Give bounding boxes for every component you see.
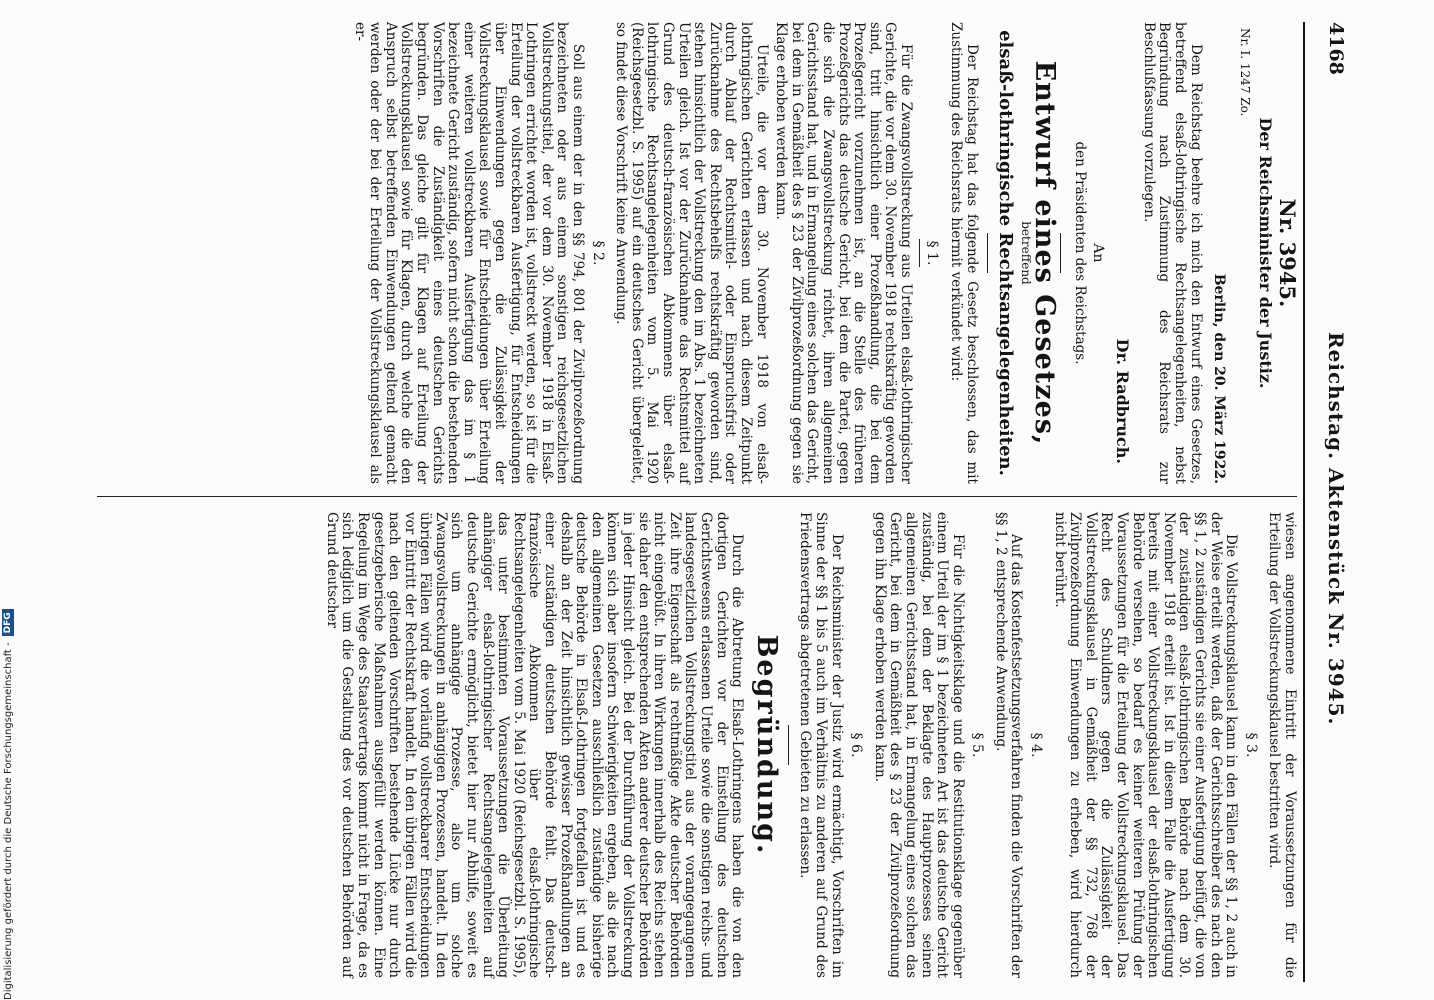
page-header — [1311, 22, 1348, 982]
minister-heading: Der Reichsminister der Justiz. — [1256, 117, 1276, 389]
column-separator — [97, 496, 1297, 497]
section-rule — [919, 239, 920, 267]
document-number: Nr. 3945. — [1275, 198, 1300, 308]
separator-rule — [788, 725, 789, 765]
section-heading: § 6. — [848, 732, 865, 758]
signature: Dr. Radbruch. — [1113, 338, 1133, 464]
justification-paragraph: Durch die Abtretung Elsaß-Lothringens haben die von den dortigen Gerichten vor der Einstellung des deutschen Gerichtswesens erlassenen Urteile sowie die sonstigen reichs- und landesgesetzlichen Vollstreckungstitel aus der vorangegangenen Zeit ihre Eigenschaft als rechtmäßige Akte deutscher Behörden nicht eingebüßt. In ihren Wirkungen innerhalb des Reichs stehen sie daher den entsprechenden Akten anderer deutscher Behörden in jeder Hinsicht gleich. Bei der Durchführung der Vollstreckung können sich aber insofern Schwierigkeiten ergeben, als die nach den allgemeinen Gesetzen ausschließlich zuständige bisherige deutsche Behörde in Elsaß-Lothringen fortgefallen ist und es deshalb an der Zeit hinsichtlich gewisser Prozeßhandlungen an einer zuständigen deutschen Behörde fehlt. Das deutsch-französische Abkommen über elsaß-lothringische Rechtsangelegenheiten vom 5. Mai 1920 (Reichsgesetzbl. S. 1995), das unter bestimmten Voraussetzungen die Überleitung anhängiger elsaß-lothringischer Rechtsangelegenheiten auf deutsche Gerichte ermöglicht, bietet hier nur Abhilfe, soweit es sich um anhängige Prozesse, also um solche Zwangsvollstreckungen in anhängigen Prozessen, handelt. In den übrigen Fällen wird die vorläufig vollstreckbarer Entscheidungen vor Eintritt der Rechtskraft handelt. In den übrigen Fällen wird die nach den geltenden Vorschriften bestehende Lücke nur durch gesetzgeberische Maßnahmen ausgefüllt werden können. Eine Regelung im Wege des Staatsvertrags kommt nicht in Frage, da es sich lediglich um die Gestaltung des vor deutschen Behörden auf Grund deutscher — [323, 512, 746, 978]
section-paragraph: Der Reichsminister der Justiz wird ermächtigt, Vorschriften im Sinne der §§ 1 bis 5 auch im Verhältnis zu anderen auf Grund des Friedensvertrags abgetretenen Gebieten zu erlassen. — [797, 512, 845, 978]
reference-number: Nr. I. 1247 Zo. — [1237, 28, 1252, 117]
continued-paragraph: wiesen angenommene Eintritt der Voraussetzungen für die Erteilung der Vollstreckungsklausel bestritten wird. — [1266, 512, 1298, 978]
section-heading: § 1. — [924, 240, 941, 266]
date-line: Berlin, den 20. März 1922. — [1211, 273, 1228, 484]
justification-title: Begründung. — [750, 634, 782, 856]
credit-text: Digitalisierung gefördert durch die Deutsche Forschungsgemeinschaft - — [2, 642, 14, 1000]
column-left — [97, 22, 1300, 484]
section-heading: § 4. — [1028, 732, 1045, 758]
section-heading: § 3. — [1242, 732, 1259, 758]
rotated-page-content — [85, 22, 1348, 982]
address-an: An — [1089, 243, 1106, 263]
draft-subtitle: elsaß-lothringische Rechtsangelegenheiten. — [995, 30, 1017, 476]
section-paragraph: Für die Nichtigkeitsklage und die Restitutionsklage gegenüber einem Urteil der im § 1 bezeichneten Art ist das deutsche Gericht zuständig, bei dem der Beklagte des Hauptprozesses seinen allgemeinen Gerichtsstand hat, in Ermangelung eines solchen das Gericht, bei dem in Gemäßheit des § 23 der Zivilprozeßordnung gegen ihn Klage erhoben werden kann. — [871, 512, 966, 978]
section-paragraph: Soll aus einem der in den §§ 794, 801 der Zivilprozeßordnung bezeichneten oder aus einem sonstigen reichsgesetzlichen Vollstreckungstitel, der vor dem 30. November 1918 in Elsaß-Lothringen errichtet worden ist, vollstreckt werden, so ist für die Erteilung der vollstreckbaren Ausfertigung, für Entscheidungen über Einwendungen gegen die Zulässigkeit der Vollstreckungsklausel sowie für Entscheidungen über Erteilung einer weiteren vollstreckbaren Ausfertigung das im § 1 bezeichnete Gericht zuständig, sofern nicht schon die bestehenden Vorschriften die Zuständigkeit eines deutschen Gerichts begründen. Das gleiche gilt für Klagen auf Erteilung der Vollstreckungsklausel sowie für Klagen, durch welche die den Anspruch selbst betreffenden Einwendungen geltend gemacht werden oder der bei der Erteilung der Vollstreckungsklausel als er- — [351, 22, 587, 484]
page-number: 4168 — [1325, 22, 1347, 75]
separator-rule — [987, 233, 988, 273]
draft-title-small: betreffend — [1018, 221, 1033, 285]
section-paragraph: Die Vollstreckungsklausel kann in den Fällen der §§ 1, 2 auch in der Weise erteilt werden, daß der Gerichtsschreiber des nach den §§ 1, 2 zuständigen Gerichts sie einer Ausfertigung beifügt, die von der zuständigen elsaß-lothringischen Behörde nach dem 30. November 1918 erteilt ist. Ist in diesem Falle die Ausfertigung bereits mit einer Vollstreckungsklausel der elsaß-lothringischen Behörde versehen, so bedarf es keiner weiteren Prüfung der Voraussetzungen für die Erteilung der Vollstreckungsklausel. Das Recht des Schuldners gegen die Zulässigkeit der Vollstreckungsklausel in Gemäßheit der §§ 732, 768 der Zivilprozeßordnung Einwendungen zu erheben, wird hierdurch nicht berührt. — [1051, 512, 1240, 978]
section-heading: § 2. — [589, 240, 606, 266]
preamble: Der Reichstag hat das folgende Gesetz beschlossen, das mit Zustimmung des Reichsrats hiermit verkündet wird: — [948, 22, 980, 484]
column-right — [97, 512, 1297, 978]
intro-paragraph: Dem Reichstag beehre ich mich den Entwurf eines Gesetzes, betreffend elsaß-lothringische Rechtsangelegenheiten, nebst Begründung nach Zustimmung des Reichsrats zur Beschlußfassung vorzulegen. — [1140, 22, 1204, 484]
running-title: Reichstag. Aktenstück Nr. 3945. — [1324, 332, 1348, 726]
draft-title: Entwurf eines Gesetzes, — [1029, 60, 1061, 446]
digitization-credit — [0, 0, 16, 1000]
section-paragraph: Auf das Kostenfestsetzungsverfahren finden die Vorschriften der §§ 1, 2 entsprechende Anwendung. — [992, 512, 1025, 978]
section-heading: § 5. — [969, 732, 986, 758]
addressee: den Präsidenten des Reichstags. — [1072, 141, 1089, 365]
dfg-logo: DFG — [2, 609, 14, 636]
section-paragraph: Urteile, die vor dem 30. November 1918 von elsaß-lothringischen Gerichten erlassen und nach diesem Zeitpunkt durch Ablauf der Rechtsmittel- oder Einspruchsfrist oder Zurücknahme des Rechtsbehelfs rechtskräftig geworden sind, stehen hinsichtlich der Vollstreckung den im Abs. 1 bezeichneten Urteilen gleich. Ist vor der Zurücknahme das Rechtsmittel auf Grund des deutsch-französischen Abkommens über elsaß-lothringische Rechtsangelegenheiten vom 5. Mai 1920 (Reichsgesetzbl. S. 1995) auf ein deutsches Gericht übergeleitet, so findet diese Vorschrift keine Anwendung. — [613, 22, 770, 484]
section-paragraph: Für die Zwangsvollstreckung aus Urteilen elsaß-lothringischer Gerichte, die vor dem 30. November 1918 rechtskräftig geworden sind, tritt hinsichtlich einer Prozeßhandlung, die bei dem Prozeßgericht vorzunehmen ist, an die Stelle des früheren Prozeßgerichts das deutsche Gericht, bei dem die Partei, gegen die sich die Zwangsvollstreckung richtet, ihren allgemeinen Gerichtsstand hat, und in Ermangelung eines solchen das Gericht, bei dem in Gemäßheit des § 23 der Zivilprozeßordnung gegen sie Klage erhoben werden kann. — [773, 22, 914, 484]
separator-rule — [1060, 233, 1061, 273]
header-rule — [1303, 22, 1305, 982]
